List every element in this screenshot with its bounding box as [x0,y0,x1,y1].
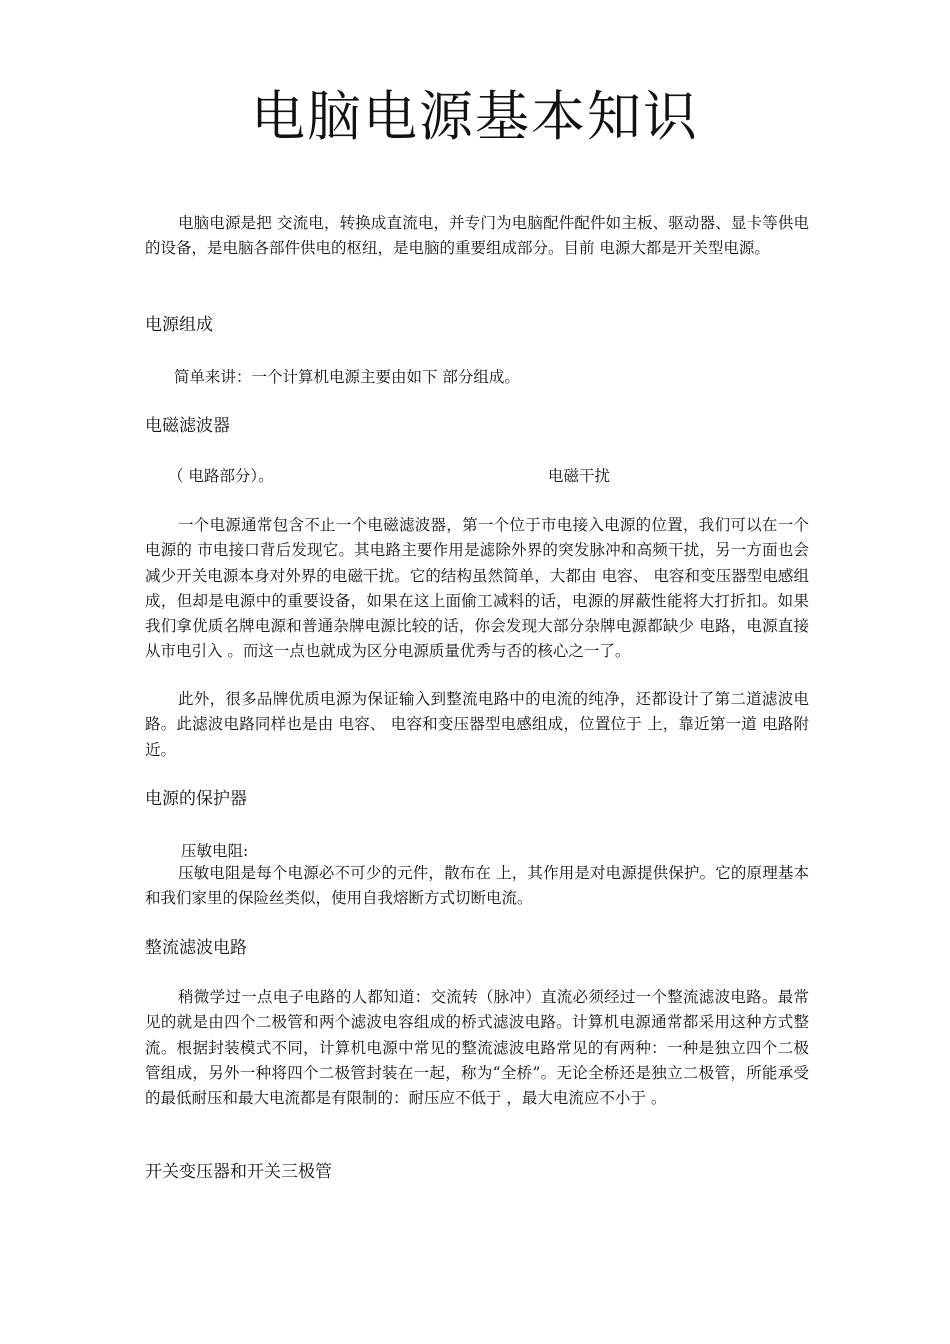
rectifier-paragraph: 稍微学过一点电子电路的人都知道：交流转（脉冲）直流必须经过一个整流滤波电路。最常见的就是由四个二极管和两个滤波电容组成的桥式滤波电路。计算机电源通常都采用这种方式整流。根据封装模式不同，计算机电源中常见的整流滤波电路常见的有两种：一种是独立四个二极管组成，另外一种将四个二极管封装在一起，称为“全桥”。无论全桥还是独立二极管，所能承受的最低耐压和最大电流都是有限制的：耐压应不低于 ，最大电流应不小于 。 [145,988,809,1108]
composition-text: 简单来讲：一个计算机电源主要由如下 部分组成。 [174,368,520,386]
page-title: 电脑电源基本知识 [251,85,699,148]
emi-note-right: 电磁干扰 [548,467,611,485]
emi-paragraph-1: 一个电源通常包含不止一个电磁滤波器，第一个位于市电接入电源的位置，我们可以在一个电源的 市电接口背后发现它。其电路主要作用是滤除外界的突发脉冲和高频干扰，另一方面也会减少开关电源本身对外界的电磁干扰。它的结构虽然简单，大都由 电容、 电容和变压器型电感组成，但却是电源中的重要设备，如果在这上面偷工减料的话，电源的屏蔽性能将大打折扣。如果我们拿优质名牌电源和普通杂牌电源比较的话，你会发现大部分杂牌电源都缺少 电路，电源直接从市电引入 。而这一点也就成为区分电源质量优秀与否的核心之一了。 [145,516,809,661]
emi-paragraph-2: 此外，很多品牌优质电源为保证输入到整流电路中的电流的纯净，还都设计了第二道滤波电路。此滤波电路同样也是由 电容、 电容和变压器型电感组成，位置位于 上，靠近第一道 电路附近。 [145,690,809,759]
section-heading-switching: 开关变压器和开关三极管 [145,1162,332,1182]
emi-note-left: （ 电路部分）。 [168,467,274,485]
intro-paragraph: 电脑电源是把 交流电，转换成直流电，并专门为电脑配件配件如主板、驱动器、显卡等供电的设备，是电脑各部件供电的枢纽，是电脑的重要组成部分。目前 电源大都是开关型电源。 [145,214,809,258]
section-heading-rectifier: 整流滤波电路 [145,938,247,958]
varistor-label: 压敏电阻: [181,842,249,860]
section-heading-composition: 电源组成 [145,315,213,335]
section-heading-protector: 电源的保护器 [145,789,247,809]
protector-paragraph: 压敏电阻是每个电源必不可少的元件，散布在 上，其作用是对电源提供保护。它的原理基本和我们家里的保险丝类似，使用自我熔断方式切断电流。 [145,864,809,908]
section-heading-emi: 电磁滤波器 [145,416,230,436]
